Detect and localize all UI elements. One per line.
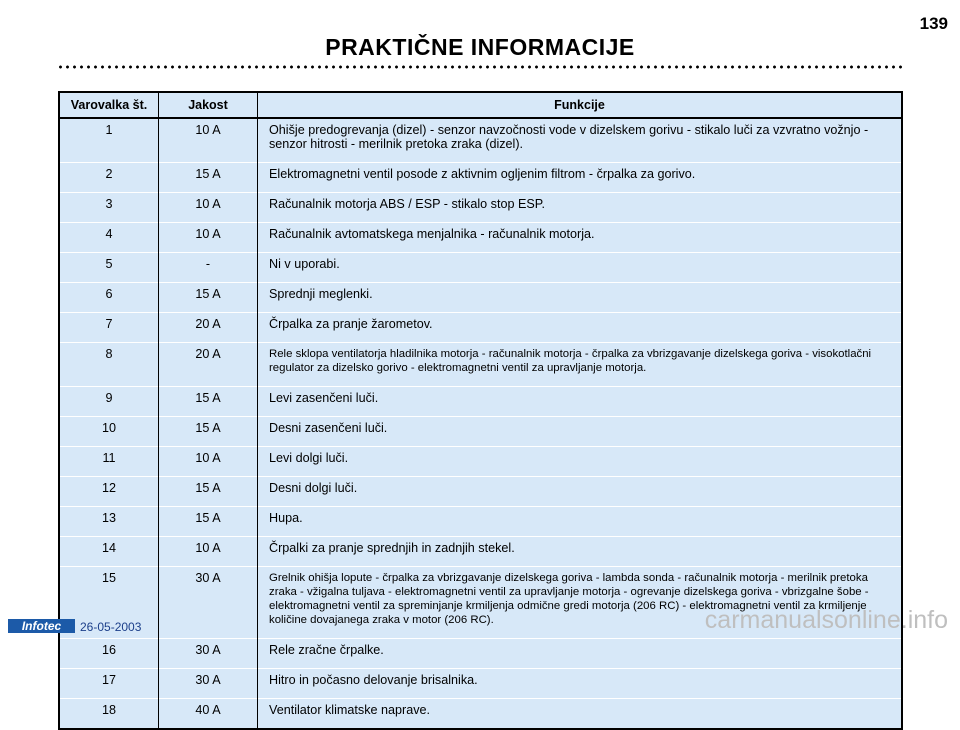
fuse-function: Levi dolgi luči. [258, 447, 903, 477]
fuse-number: 5 [59, 253, 159, 283]
fuse-function: Ni v uporabi. [258, 253, 903, 283]
fuse-amperage: 10 A [159, 193, 258, 223]
fuse-number: 17 [59, 669, 159, 699]
fuse-amperage: 10 A [159, 223, 258, 253]
fuse-amperage: 20 A [159, 343, 258, 387]
fuse-function: Računalnik motorja ABS / ESP - stikalo stop ESP. [258, 193, 903, 223]
table-row [59, 477, 902, 507]
infotec-logo: Infotec [8, 619, 75, 633]
fuse-number: 18 [59, 699, 159, 730]
fuse-number: 10 [59, 417, 159, 447]
fuse-amperage: - [159, 253, 258, 283]
page-number: 139 [919, 14, 948, 33]
header-amperage: Jakost [159, 92, 258, 118]
fuse-function: Desni dolgi luči. [258, 477, 903, 507]
fuse-amperage: 20 A [159, 313, 258, 343]
fuse-number: 6 [59, 283, 159, 313]
table-row [59, 283, 902, 313]
fuse-function: Ohišje predogrevanja (dizel) - senzor navzočnosti vode v dizelskem gorivu - stikalo luči za vzvratno vožnjo - senzor hitrosti - merilnik pretoka zraka (dizel). [258, 118, 903, 163]
fuse-function: Hitro in počasno delovanje brisalnika. [258, 669, 903, 699]
fuse-amperage: 40 A [159, 699, 258, 730]
fuse-number: 3 [59, 193, 159, 223]
table-row [59, 387, 902, 417]
table-row [59, 669, 902, 699]
table-row [59, 343, 902, 387]
fuse-amperage: 15 A [159, 507, 258, 537]
table-row [59, 193, 902, 223]
fuse-number: 4 [59, 223, 159, 253]
fuse-number: 12 [59, 477, 159, 507]
table-row [59, 639, 902, 669]
fuse-function: Elektromagnetni ventil posode z aktivnim ogljenim filtrom - črpalka za gorivo. [258, 163, 903, 193]
fuse-amperage: 15 A [159, 417, 258, 447]
fuse-function: Črpalki za pranje sprednjih in zadnjih stekel. [258, 537, 903, 567]
header-fuse-number: Varovalka št. [59, 92, 159, 118]
fuse-function: Hupa. [258, 507, 903, 537]
fuse-number: 11 [59, 447, 159, 477]
fuse-amperage: 10 A [159, 118, 258, 163]
table-header-row [59, 92, 902, 118]
table-row [59, 163, 902, 193]
table-row [59, 253, 902, 283]
table-row [59, 223, 902, 253]
fuse-amperage: 15 A [159, 477, 258, 507]
fuse-amperage: 15 A [159, 387, 258, 417]
fuse-number: 2 [59, 163, 159, 193]
footer-date: 26-05-2003 [80, 620, 142, 634]
fuse-function: Desni zasenčeni luči. [258, 417, 903, 447]
fuse-function: Rele zračne črpalke. [258, 639, 903, 669]
dotted-divider [57, 64, 905, 70]
fuse-amperage: 10 A [159, 537, 258, 567]
table-row [59, 699, 902, 730]
page-title: PRAKTIČNE INFORMACIJE [325, 34, 635, 60]
fuse-amperage: 30 A [159, 639, 258, 669]
table-row [59, 447, 902, 477]
fuse-function: Rele sklopa ventilatorja hladilnika motorja - računalnik motorja - črpalka za vbrizgavanje dizelskega goriva - visokotlačni regulator za dizelsko gorivo - elektromagnetni ventil za upravljanje motorja. [258, 343, 903, 387]
fuse-number: 13 [59, 507, 159, 537]
fuse-number: 1 [59, 118, 159, 163]
fuse-number: 14 [59, 537, 159, 567]
watermark[interactable]: carmanualsonline.info [704, 606, 948, 634]
fuse-function: Levi zasenčeni luči. [258, 387, 903, 417]
fuse-number: 8 [59, 343, 159, 387]
fuse-amperage: 30 A [159, 567, 258, 639]
fuse-number: 15 [59, 567, 159, 639]
fuse-amperage: 10 A [159, 447, 258, 477]
header-functions: Funkcije [258, 92, 903, 118]
table-row [59, 417, 902, 447]
table-row [59, 313, 902, 343]
fuse-number: 9 [59, 387, 159, 417]
fuse-function: Računalnik avtomatskega menjalnika - računalnik motorja. [258, 223, 903, 253]
fuse-amperage: 15 A [159, 163, 258, 193]
fuse-number: 16 [59, 639, 159, 669]
fuse-amperage: 30 A [159, 669, 258, 699]
fuse-number: 7 [59, 313, 159, 343]
fuse-function: Grelnik ohišja lopute - črpalka za vbrizgavanje dizelskega goriva - lambda sonda - računalnik motorja - merilnik pretoka zraka - vžigalna tuljava - elektromagnetni ventil za upravljanje motorja - ogrevanje dizelskega goriva - vbrizgalne šobe - elektromagnetni ventil za spreminjanje krmiljenja odmične gredi motorja (206 RC) - elektromagnetni ventil za krmiljenje količine dovajanega zraka v motor (206 RC). [258, 567, 903, 639]
table-row [59, 118, 902, 163]
fuse-function: Ventilator klimatske naprave. [258, 699, 903, 730]
fuse-function: Črpalka za pranje žarometov. [258, 313, 903, 343]
fuse-amperage: 15 A [159, 283, 258, 313]
table-row [59, 507, 902, 537]
fuse-function: Sprednji meglenki. [258, 283, 903, 313]
table-row [59, 537, 902, 567]
